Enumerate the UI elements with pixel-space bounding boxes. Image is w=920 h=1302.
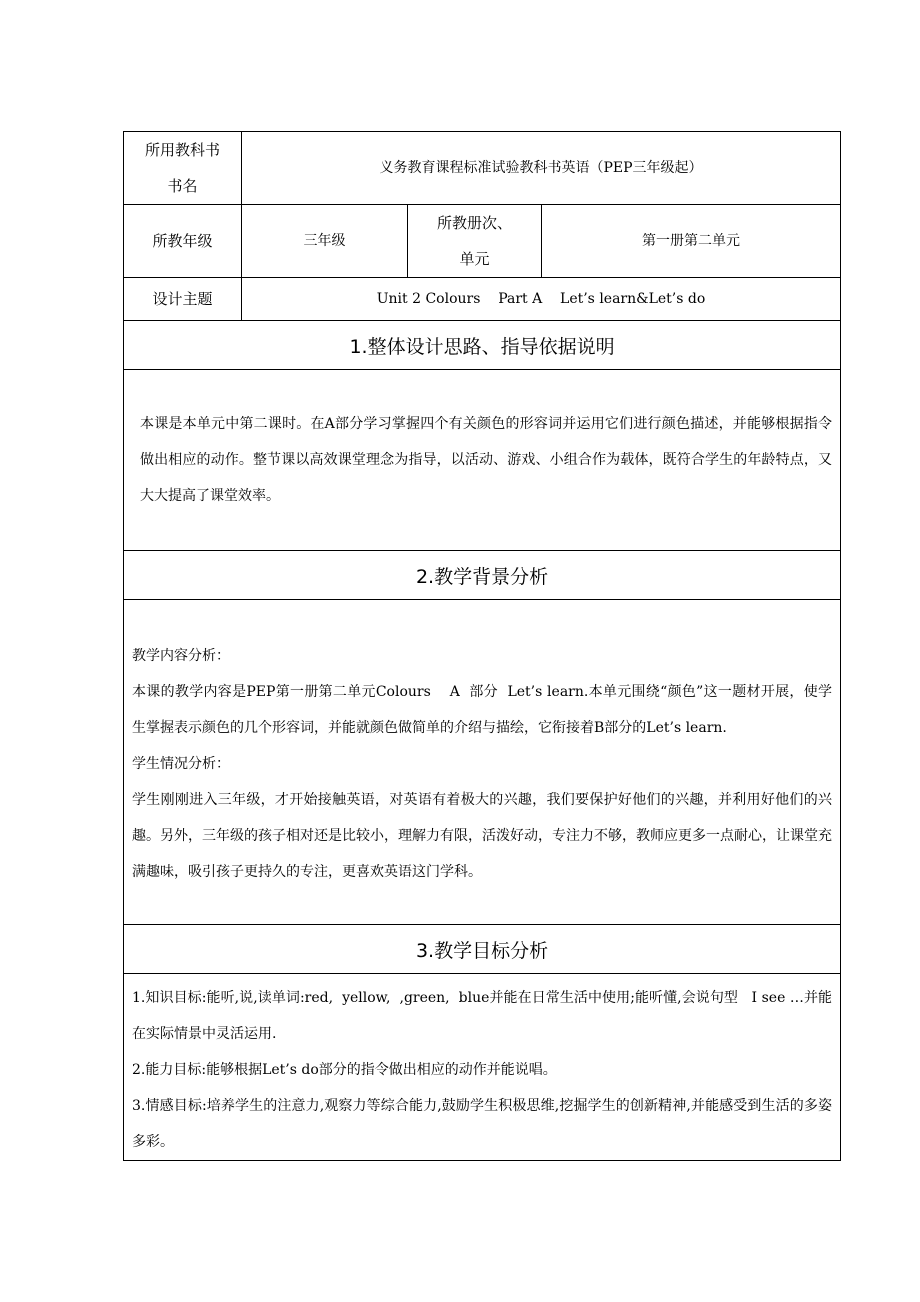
section1-heading-row: [124, 321, 841, 370]
grade-label: 所教年级: [124, 205, 242, 278]
volume-label-line2: 单元: [459, 250, 490, 268]
textbook-row: [124, 132, 841, 205]
section3-body-row: [124, 974, 841, 1161]
section3-heading-row: [124, 925, 841, 974]
textbook-label: [124, 132, 242, 205]
theme-value: Unit 2 Colours Part A Let’s learn&Let’s do: [242, 278, 841, 321]
student-analysis-text: 学生刚刚进入三年级，才开始接触英语，对英语有着极大的兴趣，我们要保护好他们的兴趣，并利用好他们的兴趣。另外，三年级的孩子相对还是比较小，理解力有限，活泼好动，专注力不够，教师应更多一点耐心，让课堂充满趣味，吸引孩子更持久的专注，更喜欢英语这门学科。: [132, 792, 833, 880]
section1-text: 本课是本单元中第二课时。在A部分学习掌握四个有关颜色的形容词并运用它们进行颜色描述，并能够根据指令做出相应的动作。整节课以高效课堂理念为指导，以活动、游戏、小组合作为载体，既符合学生的年龄特点，又大大提高了课堂效率。: [124, 370, 841, 551]
content-analysis-label: 教学内容分析：: [132, 648, 230, 664]
grade-value: 三年级: [242, 205, 408, 278]
theme-label: 设计主题: [124, 278, 242, 321]
section1-heading: 1.整体设计思路、指导依据说明: [124, 321, 841, 370]
section3-heading: 3.教学目标分析: [124, 925, 841, 974]
goal-knowledge: 1.知识目标:能听,说,读单词:red, yellow, ,green, blue并能在日常生活中使用;能听懂,会说句型 I see …并能在实际情景中灵活运用.: [132, 990, 833, 1042]
textbook-value: 义务教育课程标准试验教科书英语（PEP三年级起）: [242, 132, 841, 205]
textbook-label-line1: 所用教科书: [144, 141, 220, 159]
textbook-label-line2: 书名: [167, 177, 198, 195]
goal-ability: 2.能力目标:能够根据Let’s do部分的指令做出相应的动作并能说唱。: [132, 1062, 557, 1078]
volume-label-line1: 所教册次、: [436, 214, 512, 232]
content-analysis-text: 本课的教学内容是PEP第一册第二单元Colours A 部分 Let’s learn.本单元围绕“颜色”这一题材开展，使学生掌握表示颜色的几个形容词，并能就颜色做简单的介绍与描绘，它衔接着B部分的Let’s learn.: [132, 684, 833, 736]
lesson-plan-table: [123, 131, 841, 1161]
volume-value: 第一册第二单元: [542, 205, 841, 278]
section2-body-row: [124, 600, 841, 925]
volume-label: [408, 205, 542, 278]
goal-emotion: 3.情感目标:培养学生的注意力,观察力等综合能力,鼓励学生积极思维,挖掘学生的创新精神,并能感受到生活的多姿多彩。: [132, 1098, 833, 1150]
section1-body-row: [124, 370, 841, 551]
section3-body: [124, 974, 841, 1161]
theme-row: [124, 278, 841, 321]
grade-row: [124, 205, 841, 278]
section2-heading-row: [124, 551, 841, 600]
student-analysis-label: 学生情况分析：: [132, 756, 230, 772]
section2-body: [124, 600, 841, 925]
section2-heading: 2.教学背景分析: [124, 551, 841, 600]
